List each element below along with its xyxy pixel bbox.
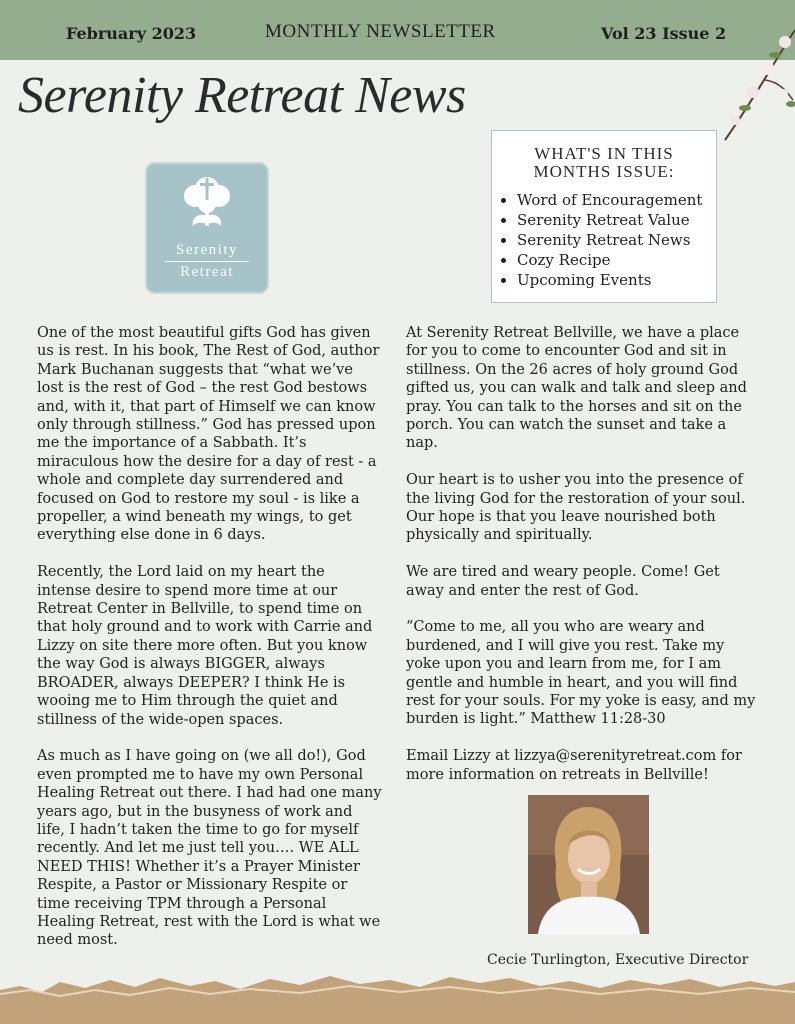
paragraph: “Come to me, all you who are weary and burdened, and I will give you rest. Take my yoke upon you and learn from me, for I am gentle and humble in heart, and you will find rest for your souls. For my yoke is easy, and my burden is light.” Matthew 11:28-30	[406, 619, 756, 728]
newsletter-title: MONTHLY NEWSLETTER	[265, 21, 496, 42]
paragraph: At Serenity Retreat Bellville, we have a place for you to come to encounter God and sit in stillness. On the 26 acres of holy ground God gifted us, you can walk and talk and sleep and pray. You can talk to the horses and sit on the porch. You can watch the sunset and take a nap.	[406, 325, 747, 452]
paragraph: As much as I have going on (we all do!), God even prompted me to have my own Personal Healing Retreat out there. I had had one many years ago, but in the busyness of work and life, I hadn’t taken the time to go for myself recently. And let me just tell you…. WE ALL NEED THIS! Whether it’s a Prayer Minister Respite, a Pastor or Missionary Respite or time receiving TPM through a Personal Healing Retreat, rest with the Lord is what we need most.	[37, 748, 382, 949]
logo-divider	[165, 261, 249, 262]
logo-line-1: Serenity	[176, 242, 238, 258]
issue-contents-box	[491, 130, 717, 303]
header-bar	[0, 0, 795, 60]
volume-issue: Vol 23 Issue 2	[601, 24, 727, 43]
paragraph: Email Lizzy at lizzya@serenityretreat.com for more information on retreats in Bellville!	[406, 748, 742, 783]
director-portrait	[528, 795, 649, 934]
tree-cross-icon	[177, 174, 237, 236]
serenity-retreat-logo	[145, 162, 269, 294]
masthead-title: Serenity Retreat News	[18, 67, 466, 124]
article-column-right	[406, 324, 756, 802]
contents-heading-line-1: WHAT'S IN THIS	[534, 144, 674, 163]
contents-heading	[492, 145, 716, 181]
paragraph: We are tired and weary people. Come! Get away and enter the rest of God.	[406, 564, 720, 599]
contents-item: • Cozy Recipe	[517, 250, 716, 270]
contents-item: • Word of Encouragement	[517, 190, 716, 210]
paragraph: One of the most beautiful gifts God has given us is rest. In his book, The Rest of God, author Mark Buchanan suggests that “what we’ve lost is the rest of God – the rest God bestows and, with it, that part of Himself we can know only through stillness.” God has pressed upon me the importance of a Sabbath. It’s miraculous how the desire for a day of rest - a whole and complete day surrendered and focused on God to restore my soul - is like a propeller, a wind beneath my wings, to get everything else done in 6 days.	[37, 325, 380, 544]
contents-heading-line-2: MONTHS ISSUE:	[533, 162, 675, 181]
contents-item: • Upcoming Events	[517, 270, 716, 290]
logo-line-2: Retreat	[180, 264, 234, 280]
issue-date: February 2023	[66, 24, 197, 43]
contents-list	[492, 190, 716, 290]
contents-item: • Serenity Retreat News	[517, 230, 716, 250]
contents-item: • Serenity Retreat Value	[517, 210, 716, 230]
photo-caption: Cecie Turlington, Executive Director	[487, 952, 749, 968]
torn-paper-border	[0, 968, 795, 1024]
paragraph: Recently, the Lord laid on my heart the intense desire to spend more time at our Retreat Center in Bellville, to spend time on that holy ground and to work with Carrie and Lizzy on site there more often. But you know the way God is always BIGGER, always BROADER, always DEEPER? I think He is wooing me to Him through the quiet and stillness of the wide-open spaces.	[37, 564, 373, 728]
cherry-blossom-branch-icon	[705, 20, 795, 150]
paragraph: Our heart is to usher you into the presence of the living God for the restoration of your soul. Our hope is that you leave nourished both physically and spiritually.	[406, 472, 746, 544]
article-column-left	[37, 324, 382, 968]
